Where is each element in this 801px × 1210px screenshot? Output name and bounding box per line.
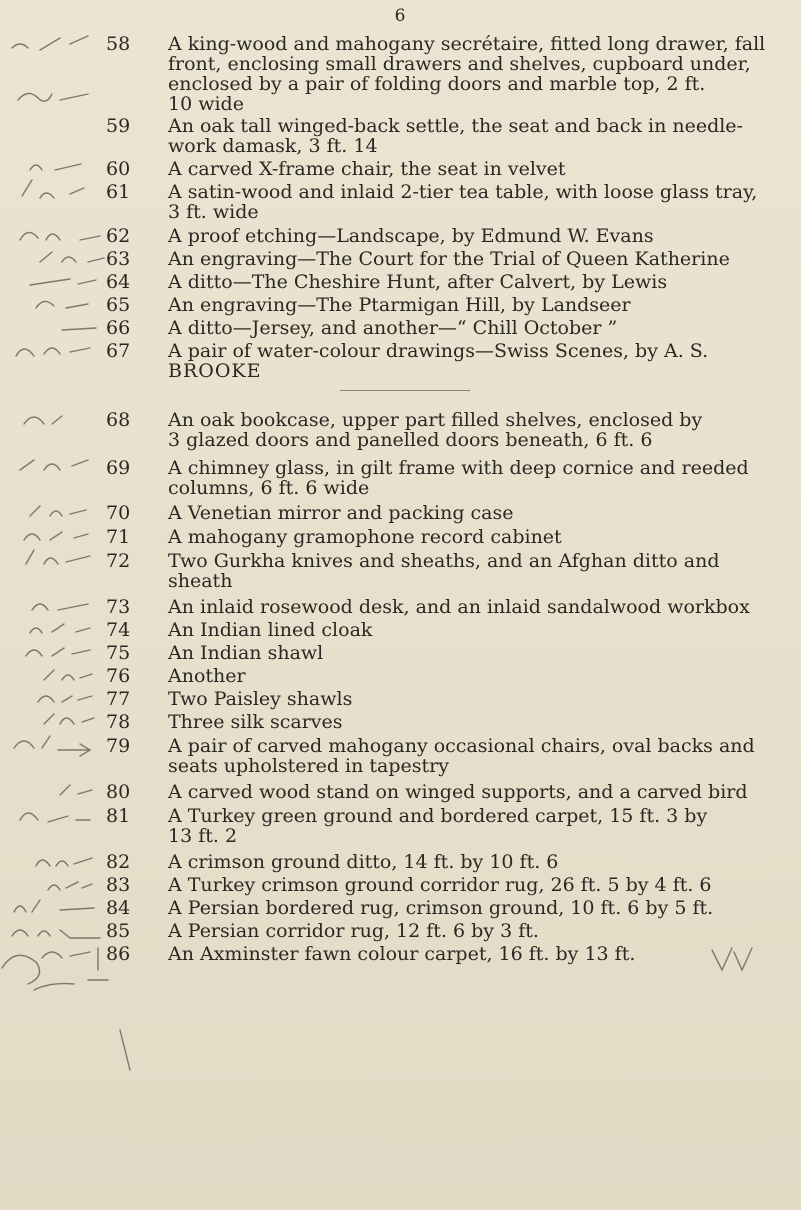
lot-number: 64 bbox=[106, 271, 131, 293]
desc-line: seats upholstered in tapestry bbox=[168, 755, 449, 777]
pencil-mark bbox=[32, 604, 88, 610]
desc-line: An Indian lined cloak bbox=[168, 619, 373, 641]
pencil-mark bbox=[30, 506, 86, 516]
pencil-mark bbox=[26, 648, 90, 656]
lot-number: 75 bbox=[106, 642, 131, 664]
pencil-mark bbox=[20, 460, 88, 470]
desc-line: A king-wood and mahogany secrétaire, fitted long drawer, fall bbox=[168, 33, 766, 55]
pencil-mark bbox=[44, 714, 94, 724]
pencil-mark bbox=[22, 180, 84, 198]
pencil-mark bbox=[34, 984, 130, 1070]
lot-number: 70 bbox=[106, 502, 131, 524]
pencil-mark bbox=[14, 900, 94, 912]
lot-number: 86 bbox=[106, 943, 131, 965]
lot-number: 85 bbox=[106, 920, 131, 942]
pencil-mark bbox=[38, 696, 92, 702]
desc-line: A Venetian mirror and packing case bbox=[168, 502, 514, 524]
desc-line: A carved X-frame chair, the seat in velvet bbox=[168, 158, 566, 180]
pencil-mark bbox=[44, 670, 92, 680]
lot-number: 66 bbox=[106, 317, 131, 339]
pencil-mark bbox=[20, 813, 90, 822]
pencil-mark bbox=[2, 948, 108, 984]
desc-line: An engraving—The Court for the Trial of Queen Katherine bbox=[168, 248, 730, 270]
desc-line: sheath bbox=[168, 570, 233, 592]
lot-number: 81 bbox=[106, 805, 131, 827]
lot-number: 60 bbox=[106, 158, 131, 180]
lot-number: 83 bbox=[106, 874, 131, 896]
desc-line: A Persian corridor rug, 12 ft. 6 by 3 ft. bbox=[168, 920, 539, 942]
desc-line: Two Paisley shawls bbox=[168, 688, 353, 710]
desc-line: An Axminster fawn colour carpet, 16 ft. by 13 ft. bbox=[168, 943, 636, 965]
desc-line: A chimney glass, in gilt frame with deep cornice and reeded bbox=[168, 457, 749, 479]
pencil-mark bbox=[60, 785, 92, 795]
lot-number: 76 bbox=[106, 665, 131, 687]
pencil-mark bbox=[36, 301, 88, 308]
desc-line: A Turkey crimson ground corridor rug, 26 ft. 5 by 4 ft. 6 bbox=[168, 874, 712, 896]
pencil-mark bbox=[30, 624, 90, 633]
page-number: 6 bbox=[394, 6, 407, 26]
desc-line: columns, 6 ft. 6 wide bbox=[168, 477, 370, 499]
desc-line: A crimson ground ditto, 14 ft. by 10 ft. 6 bbox=[168, 851, 559, 873]
desc-line: 10 wide bbox=[168, 93, 244, 115]
pencil-mark bbox=[40, 252, 104, 262]
desc-line: A pair of carved mahogany occasional chairs, oval backs and bbox=[168, 735, 755, 757]
lot-number: 84 bbox=[106, 897, 131, 919]
desc-line: A ditto—The Cheshire Hunt, after Calvert, by Lewis bbox=[168, 271, 668, 293]
pencil-mark bbox=[24, 532, 88, 540]
pencil-mark bbox=[48, 882, 92, 890]
desc-line: 3 ft. wide bbox=[168, 201, 259, 223]
lot-number: 62 bbox=[106, 225, 131, 247]
desc-line: An oak bookcase, upper part filled shelves, enclosed by bbox=[168, 409, 703, 431]
desc-line: A ditto—Jersey, and another—“ Chill October ” bbox=[168, 317, 618, 339]
lot-number: 68 bbox=[106, 409, 131, 431]
pencil-mark bbox=[30, 164, 81, 170]
desc-line: An engraving—The Ptarmigan Hill, by Landseer bbox=[168, 294, 631, 316]
pencil-mark bbox=[16, 348, 90, 356]
pencil-mark bbox=[36, 858, 92, 866]
desc-line: A Turkey green ground and bordered carpet, 15 ft. 3 by bbox=[168, 805, 708, 827]
pencil-mark bbox=[12, 36, 88, 50]
lot-number: 69 bbox=[106, 457, 131, 479]
desc-line: 3 glazed doors and panelled doors beneath, 6 ft. 6 bbox=[168, 429, 653, 451]
pencil-mark bbox=[712, 948, 752, 970]
pencil-mark bbox=[18, 93, 88, 101]
desc-line: BROOKE bbox=[168, 360, 262, 382]
lot-number: 63 bbox=[106, 248, 131, 270]
pencil-mark bbox=[12, 930, 100, 938]
desc-line: A proof etching—Landscape, by Edmund W. Evans bbox=[168, 225, 654, 247]
lot-number: 58 bbox=[106, 33, 131, 55]
lot-number: 67 bbox=[106, 340, 131, 362]
desc-line: A carved wood stand on winged supports, and a carved bird bbox=[168, 781, 748, 803]
pencil-mark bbox=[26, 550, 90, 564]
margin-marks bbox=[2, 33, 752, 1070]
lot-number: 82 bbox=[106, 851, 131, 873]
desc-line: A Persian bordered rug, crimson ground, 10 ft. 6 by 5 ft. bbox=[168, 897, 714, 919]
lot-number: 77 bbox=[106, 688, 131, 710]
desc-line: An inlaid rosewood desk, and an inlaid sandalwood workbox bbox=[168, 596, 750, 618]
pencil-mark bbox=[30, 279, 96, 285]
desc-line: 13 ft. 2 bbox=[168, 825, 238, 847]
desc-line: A mahogany gramophone record cabinet bbox=[168, 526, 562, 548]
desc-line: front, enclosing small drawers and shelves, cupboard under, bbox=[168, 53, 751, 75]
desc-line: A pair of water-colour drawings—Swiss Scenes, by A. S. bbox=[168, 340, 709, 362]
pencil-mark bbox=[62, 328, 96, 330]
lot-number: 79 bbox=[106, 735, 131, 757]
lot-number: 73 bbox=[106, 596, 131, 618]
desc-line: Another bbox=[168, 665, 246, 687]
lot-number: 74 bbox=[106, 619, 131, 641]
lot-number: 71 bbox=[106, 526, 131, 548]
lot-number: 61 bbox=[106, 181, 131, 203]
lot-number: 72 bbox=[106, 550, 131, 572]
desc-line: An Indian shawl bbox=[168, 642, 324, 664]
desc-line: Two Gurkha knives and sheaths, and an Afghan ditto and bbox=[168, 550, 720, 572]
lot-number: 65 bbox=[106, 294, 131, 316]
desc-line: A satin-wood and inlaid 2-tier tea table, with loose glass tray, bbox=[168, 181, 758, 203]
desc-line: An oak tall winged-back settle, the seat and back in needle- bbox=[168, 115, 743, 137]
lot-number: 80 bbox=[106, 781, 131, 803]
desc-line: work damask, 3 ft. 14 bbox=[168, 135, 378, 157]
desc-line: Three silk scarves bbox=[168, 711, 343, 733]
lot-number: 78 bbox=[106, 711, 131, 733]
pencil-mark bbox=[20, 232, 100, 240]
desc-line: enclosed by a pair of folding doors and marble top, 2 ft. bbox=[168, 73, 706, 95]
pencil-mark bbox=[14, 736, 90, 756]
lot-number: 59 bbox=[106, 115, 131, 137]
pencil-mark bbox=[24, 416, 62, 424]
